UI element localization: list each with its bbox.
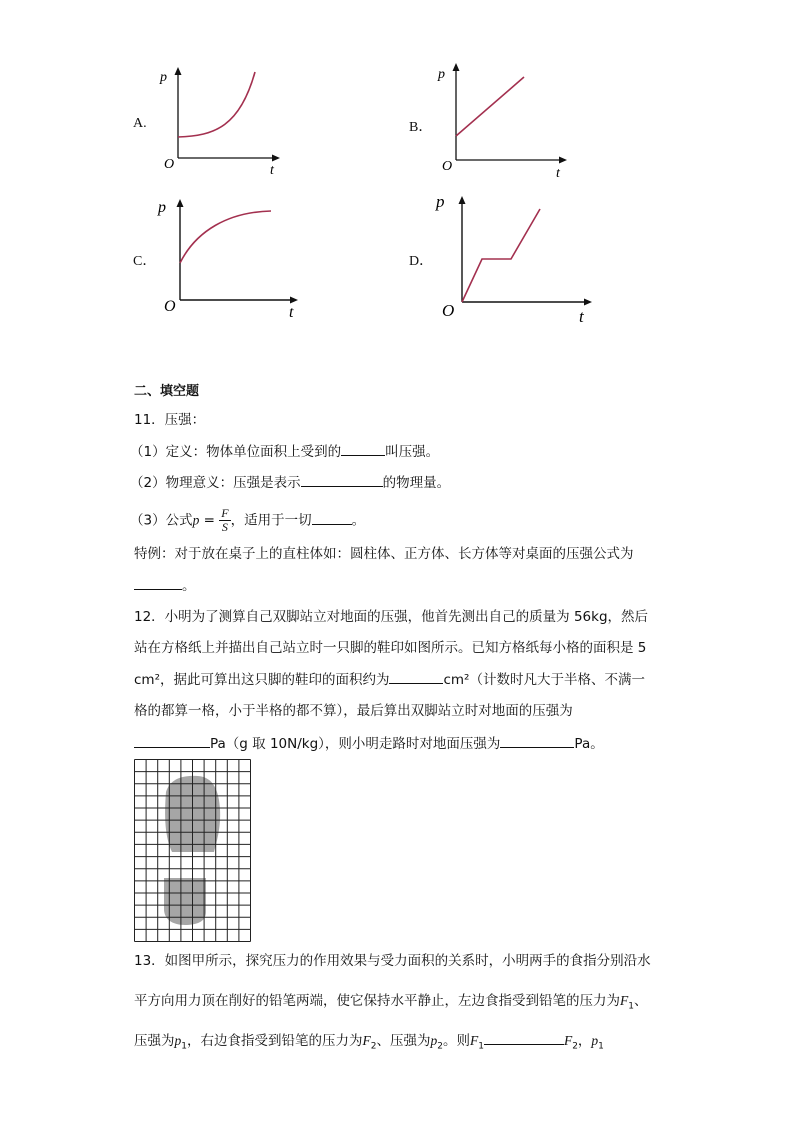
q11-line-3 <box>130 507 365 534</box>
q11-blank-3[interactable] <box>312 510 352 525</box>
q13-l3-text-b: ，右边食指受到铅笔的压力为 <box>186 1033 363 1049</box>
q11-formula-fraction <box>219 507 230 534</box>
q11-blank-4[interactable] <box>134 575 182 590</box>
q13-f1-compare-sub: 1 <box>478 1041 484 1052</box>
q12-blank-1[interactable] <box>389 669 443 684</box>
q12-line-2: 站在方格纸上并描出自己站立时一只脚的鞋印如图所示。已知方格纸每小格的面积是 5 <box>134 640 647 656</box>
footprint-grid-figure <box>134 759 251 946</box>
q11-l1-text-a: （1）定义：物体单位面积上受到的 <box>130 444 342 460</box>
graph-d-ylabel: p <box>436 192 445 211</box>
q11-formula-denominator: S <box>221 520 228 534</box>
q11-l2-text-a: （2）物理意义：压强是表示 <box>130 475 301 491</box>
q13-f2-compare: F <box>563 1033 573 1048</box>
option-c-label: C． <box>133 254 157 269</box>
q11-line-4: 特例：对于放在桌子上的直柱体如：圆柱体、正方体、长方体等对桌面的压强公式为 <box>134 546 634 562</box>
footprint-heel <box>164 878 206 925</box>
q11-l2-text-b: 的物理量。 <box>382 475 451 491</box>
q13-p1-compare-sub: 1 <box>598 1041 604 1052</box>
q12-l5-text-b: Pa。 <box>574 736 604 752</box>
q11-l5-text: 。 <box>182 578 196 594</box>
q13-p1-compare: p <box>591 1033 599 1048</box>
q13-l3-text-h: ， <box>577 1033 592 1049</box>
q11-formula-p: p <box>192 512 200 528</box>
q13-f2-sub: 2 <box>370 1041 377 1052</box>
q13-blank-1[interactable] <box>484 1030 564 1045</box>
q12-l3-text-b: cm²（计数时凡大于半格、不满一 <box>443 672 645 688</box>
q13-l3-text-a: 压强为 <box>134 1033 175 1049</box>
q11-l3-text-a: （3）公式 <box>130 512 193 529</box>
graph-d <box>436 188 596 332</box>
q11-l1-text-b: 叫压强。 <box>385 444 440 460</box>
graph-b-ylabel: p <box>438 67 445 82</box>
q12-line-1: 12．小明为了测算自己双脚站立对地面的压强，他首先测出自己的质量为 56kg，然后 <box>134 609 649 625</box>
q11-l3-text-c: 。 <box>351 512 366 529</box>
q11-line-2 <box>130 472 450 493</box>
graph-c-origin: O <box>164 298 176 315</box>
q13-l2-text-c: 、 <box>633 993 648 1009</box>
q11-line-5 <box>134 575 196 596</box>
q13-line-3 <box>134 1030 604 1057</box>
section-title: 二、填空题 <box>134 384 200 399</box>
q13-l3-text-c: 、压强为 <box>376 1033 431 1049</box>
graph-d-origin: O <box>442 301 455 320</box>
q12-line-3 <box>134 669 645 690</box>
q11-blank-2[interactable] <box>301 472 383 487</box>
q12-l3-text-a: cm²，据此可算出这只脚的鞋印的面积约为 <box>134 672 390 688</box>
graph-a <box>160 64 290 188</box>
q11-title: 11．压强： <box>134 412 206 428</box>
graph-b-origin: O <box>442 159 453 174</box>
graph-a-xlabel: t <box>270 163 274 178</box>
q13-f1: F <box>620 993 629 1008</box>
graph-b-xlabel: t <box>556 166 560 181</box>
q11-blank-1[interactable] <box>341 441 385 456</box>
q13-l2-text-a: 平方向用力顶在削好的铅笔两端，使它保持水平静止，左边食指受到铅笔的压力为 <box>134 993 620 1009</box>
graph-c-xlabel: t <box>289 304 294 321</box>
q13-f1-compare: F <box>469 1033 479 1048</box>
q13-f2-compare-sub: 2 <box>572 1041 578 1052</box>
q12-blank-3[interactable] <box>500 733 574 748</box>
graph-c <box>158 193 303 325</box>
q13-f1-sub: 1 <box>628 1001 634 1012</box>
q11-formula-eq: = <box>199 512 220 529</box>
graph-a-ylabel: p <box>160 70 167 85</box>
q13-p2-sub: 2 <box>437 1041 443 1052</box>
q13-p1: p <box>174 1033 182 1048</box>
q13-p2: p <box>430 1033 438 1048</box>
option-a-label: A. <box>133 116 147 131</box>
q13-line-1: 13．如图甲所示，探究压力的作用效果与受力面积的关系时，小明两手的食指分别沿水 <box>134 953 651 969</box>
q12-line-4: 格的都算一格，小于半格的都不算），最后算出双脚站立时对地面的压强为 <box>134 703 573 719</box>
q12-l5-text-a: Pa（g 取 10N/kg），则小明走路时对地面压强为 <box>210 736 501 752</box>
q13-l3-text-d: 。则 <box>442 1033 470 1049</box>
q13-f2: F <box>362 1033 371 1048</box>
q11-l3-text-b: ，适用于一切 <box>230 512 312 529</box>
q12-line-5 <box>134 733 604 754</box>
q12-blank-2[interactable] <box>134 733 210 748</box>
graph-b <box>438 58 573 187</box>
option-d-label: D． <box>409 254 434 269</box>
q13-line-2 <box>134 991 647 1017</box>
graph-d-xlabel: t <box>579 307 584 326</box>
option-b-label: B． <box>409 120 433 135</box>
q11-formula-numerator: F <box>221 506 229 520</box>
q13-p1-sub: 1 <box>181 1041 187 1052</box>
q11-line-1 <box>130 441 439 462</box>
graph-c-ylabel: p <box>158 199 166 216</box>
graph-a-origin: O <box>164 157 175 172</box>
